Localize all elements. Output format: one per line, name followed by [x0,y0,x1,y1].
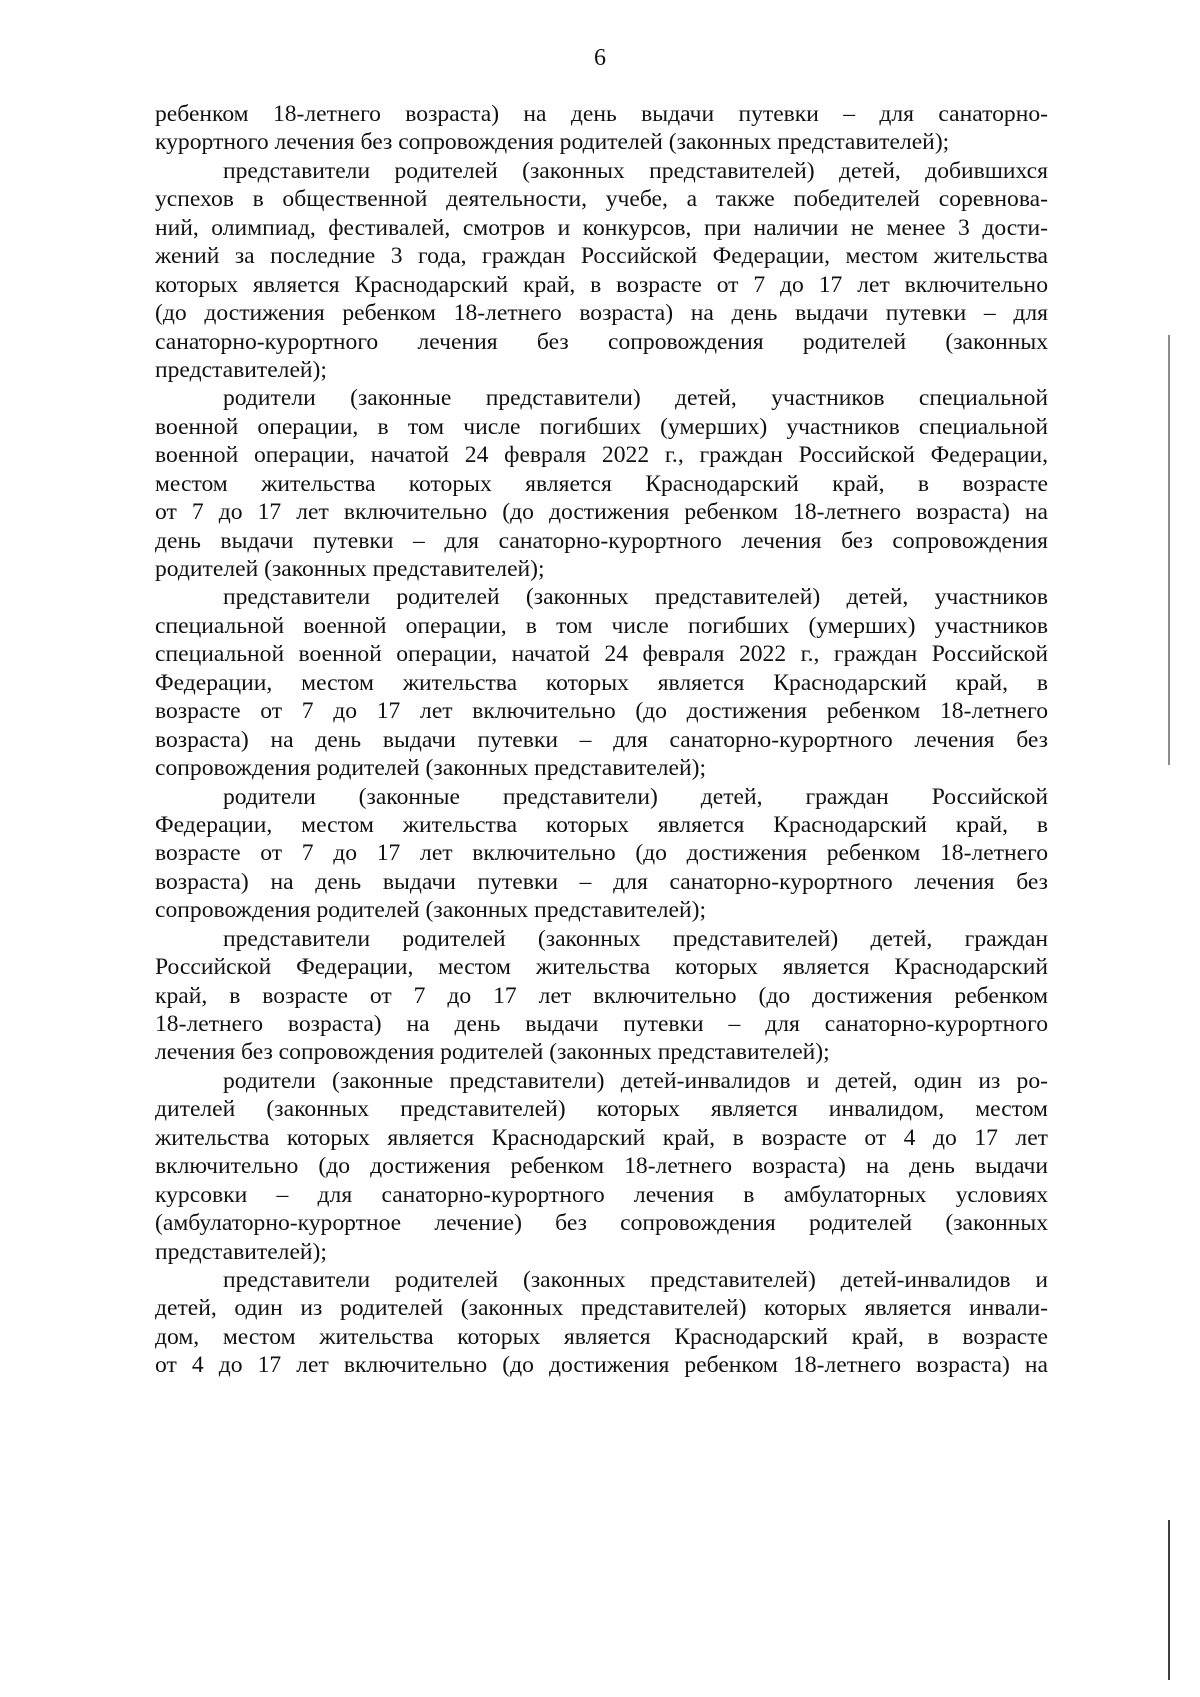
text-line: жений за последние 3 года, граждан Российской Федерации, местом жительства [155,243,1048,270]
text-line: сопровождения родителей (законных представителей); [155,755,707,782]
text-line: возраста) на день выдачи путевки – для санаторно-курортного лечения без [155,726,1048,753]
text-line: ний, олимпиад, фестивалей, смотров и конкурсов, при наличии не менее 3 дости- [155,214,1048,241]
text-line: специальной военной операции, начатой 24 февраля 2022 г., граждан Российской [155,641,1048,668]
text-line: от 4 до 17 лет включительно (до достижения ребенком 18-летнего возраста) на [155,1352,1048,1379]
text-line: детей, один из родителей (законных представителей) которых является инвали- [155,1295,1048,1322]
text-line: представители родителей (законных представителей) детей, граждан [223,925,1048,952]
text-line: курортного лечения без сопровождения родителей (законных представителей); [155,129,950,156]
text-line: родители (законные представители) детей, участников специальной [223,385,1048,412]
text-line: родителей (законных представителей); [155,556,545,582]
text-line: Российской Федерации, местом жительства которых является Краснодарский [155,954,1048,981]
text-line: день выдачи путевки – для санаторно-курортного лечения без сопровождения [155,527,1048,554]
text-line: родители (законные представители) детей, граждан Российской [223,783,1048,810]
text-line: дом, местом жительства которых является Краснодарский край, в возрасте [155,1323,1048,1350]
text-line: санаторно-курортного лечения без сопровождения родителей (законных [155,328,1048,355]
text-line: жительства которых является Краснодарский край, в возрасте от 4 до 17 лет [155,1124,1048,1151]
document-body [155,100,1048,1380]
text-line: 18-летнего возраста) на день выдачи путевки – для санаторно-курортного [155,1011,1048,1037]
text-line: сопровождения родителей (законных представителей); [155,897,707,924]
text-line: представителей); [155,356,327,383]
text-line: Федерации, местом жительства которых является Краснодарский край, в [155,669,1048,696]
text-line: ребенком 18-летнего возраста) на день выдачи путевки – для санаторно- [155,101,1048,127]
text-line: специальной военной операции, в том числе погибших (умерших) участников [155,612,1048,639]
text-line: возрасте от 7 до 17 лет включительно (до достижения ребенком 18-летнего [155,698,1048,725]
text-line: представители родителей (законных представителей) детей-инвалидов и [223,1266,1048,1293]
page-number: 6 [594,45,606,71]
text-line: представителей); [155,1238,327,1265]
text-line: дителей (законных представителей) которых является инвалидом, местом [155,1096,1048,1123]
text-line: курсовки – для санаторно-курортного лечения в амбулаторных условиях [155,1181,1048,1208]
text-line: от 7 до 17 лет включительно (до достижения ребенком 18-летнего возраста) на [155,499,1048,526]
text-line: успехов в общественной деятельности, учебе, а также победителей соревнова- [155,186,1048,213]
text-line: лечения без сопровождения родителей (законных представителей); [155,1039,830,1066]
text-line: родители (законные представители) детей-инвалидов и детей, один из ро- [223,1067,1048,1094]
text-line: возраста) на день выдачи путевки – для санаторно-курортного лечения без [155,868,1048,895]
text-line: которых является Краснодарский край, в возрасте от 7 до 17 лет включительно [155,271,1048,298]
text-line: (амбулаторно-курортное лечение) без сопровождения родителей (законных [155,1210,1048,1237]
text-line: включительно (до достижения ребенком 18-летнего возраста) на день выдачи [155,1153,1048,1180]
scan-edge-mark [1168,1520,1170,1680]
text-line: местом жительства которых является Краснодарский край, в возрасте [155,470,1048,497]
text-line: военной операции, в том числе погибших (умерших) участников специальной [155,413,1048,440]
text-line: военной операции, начатой 24 февраля 2022 г., граждан Российской Федерации, [155,442,1048,469]
scan-edge-mark [1168,335,1170,765]
text-line: возрасте от 7 до 17 лет включительно (до достижения ребенком 18-летнего [155,840,1048,867]
text-line: Федерации, местом жительства которых является Краснодарский край, в [155,811,1048,838]
text-line: (до достижения ребенком 18-летнего возраста) на день выдачи путевки – для [155,300,1048,327]
text-line: представители родителей (законных представителей) детей, участников [223,584,1048,611]
text-line: представители родителей (законных представителей) детей, добившихся [223,157,1048,184]
text-line: край, в возрасте от 7 до 17 лет включительно (до достижения ребенком [155,982,1048,1009]
